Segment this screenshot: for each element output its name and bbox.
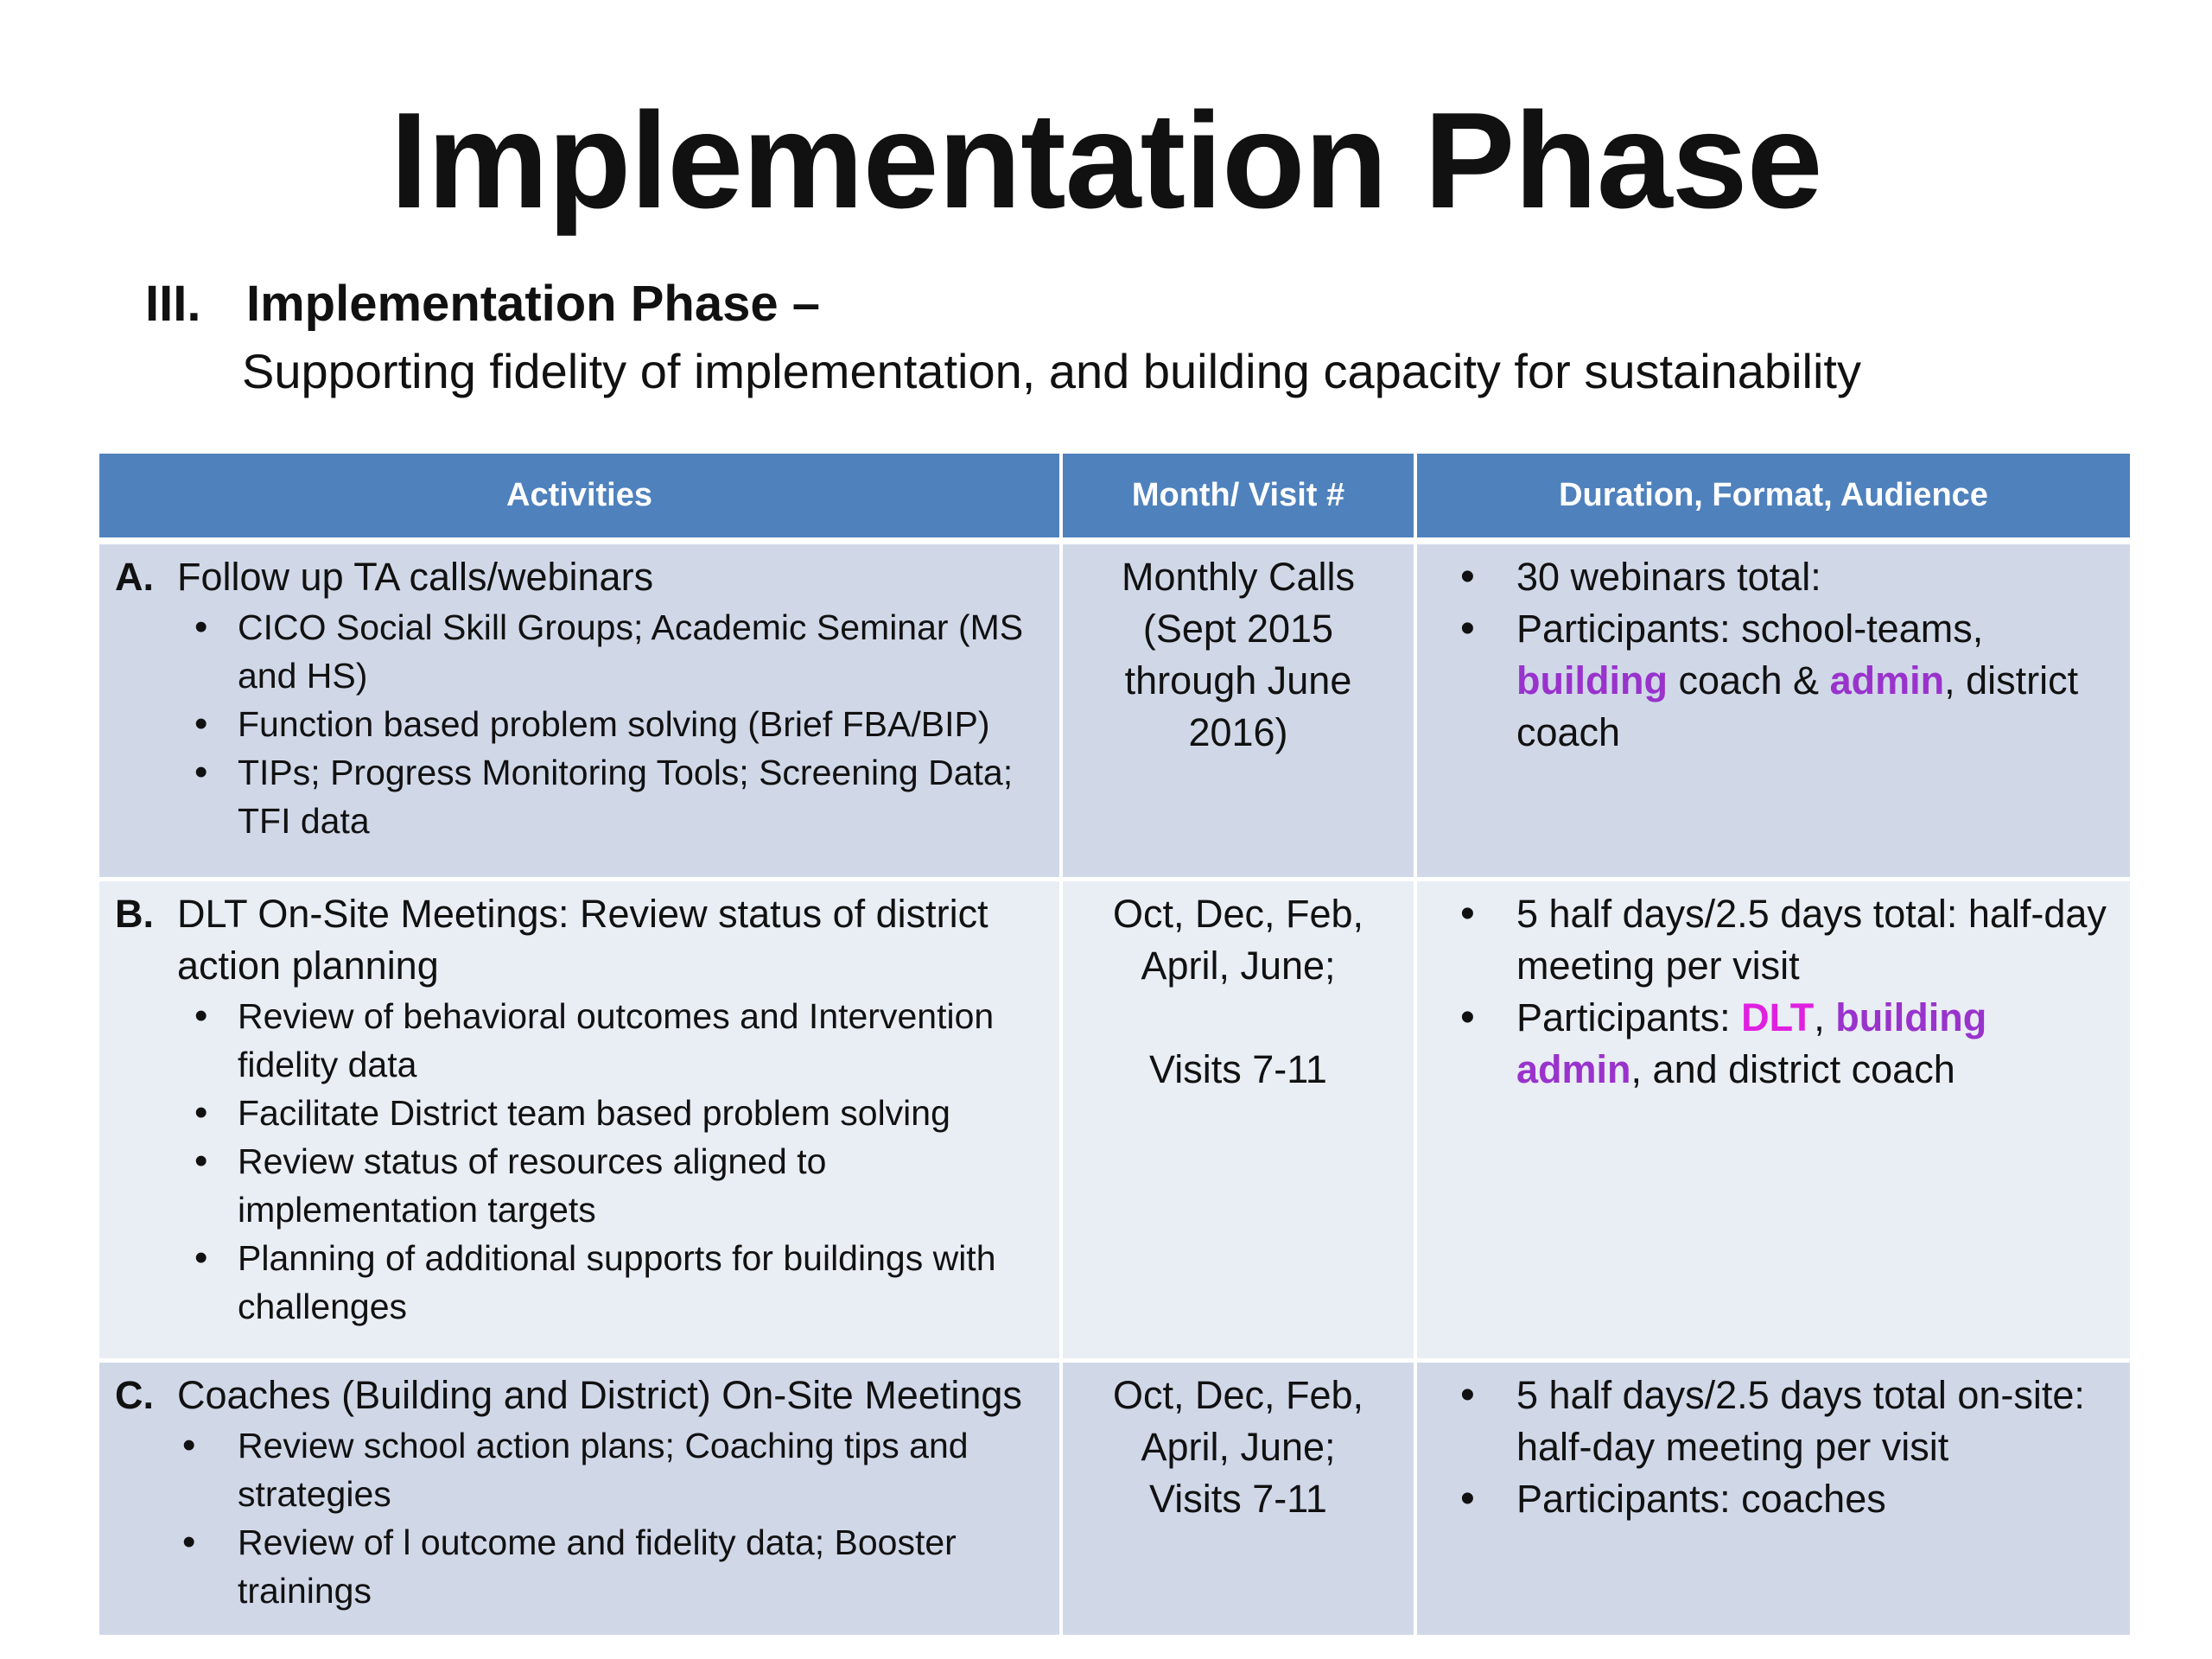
duration-bullets bbox=[1417, 888, 2118, 1096]
table-row bbox=[99, 544, 2130, 881]
month-line: Oct, Dec, Feb, bbox=[1112, 1373, 1364, 1417]
highlight-building-admin: building admin bbox=[1516, 995, 1987, 1091]
highlight-building: building bbox=[1516, 658, 1668, 702]
participants-text: Participants: bbox=[1516, 995, 1742, 1039]
activities-table bbox=[99, 454, 2130, 1639]
activity-letter: B. bbox=[115, 892, 154, 936]
header-activities: Activities bbox=[99, 454, 1063, 544]
activity-title: Follow up TA calls/webinars bbox=[177, 555, 654, 599]
section-numeral: III. bbox=[145, 276, 201, 332]
duration-bullets bbox=[1417, 551, 2118, 759]
month-cell bbox=[1063, 881, 1417, 1363]
list-item: • Review school action plans; Coaching tips and strategies bbox=[115, 1421, 1049, 1518]
activity-letter: C. bbox=[115, 1373, 154, 1417]
month-cell bbox=[1063, 1363, 1417, 1639]
activity-heading bbox=[115, 551, 1049, 603]
highlight-dlt: DLT bbox=[1741, 995, 1815, 1039]
participants-text: , district coach bbox=[1516, 658, 2079, 754]
activity-bullets bbox=[115, 603, 1049, 845]
activity-heading bbox=[115, 888, 1049, 940]
activity-heading bbox=[115, 1370, 1049, 1421]
list-item: • Planning of additional supports for buildings with challenges bbox=[115, 1234, 1049, 1331]
activity-cell bbox=[99, 881, 1063, 1363]
table-row bbox=[99, 1363, 2130, 1639]
list-item: • TIPs; Progress Monitoring Tools; Screening Data; TFI data bbox=[115, 748, 1049, 845]
month-line: April, June; bbox=[1141, 944, 1336, 988]
participants-text: coach & bbox=[1667, 658, 1830, 702]
list-item bbox=[1417, 603, 2118, 759]
month-line: 2016) bbox=[1188, 710, 1288, 754]
activity-letter: A. bbox=[115, 555, 154, 599]
participants-text: , and district coach bbox=[1630, 1047, 1955, 1091]
duration-cell bbox=[1417, 544, 2130, 881]
list-item bbox=[1417, 992, 2118, 1096]
month-line: Oct, Dec, Feb, bbox=[1112, 892, 1364, 936]
activity-title-continued: action planning bbox=[177, 944, 439, 988]
table-header-row bbox=[99, 454, 2130, 544]
list-item: • Review of behavioral outcomes and Intervention fidelity data bbox=[115, 992, 1049, 1089]
section-description: Supporting fidelity of implementation, and building capacity for sustainability bbox=[242, 344, 1861, 398]
participants-text: Participants: school-teams, bbox=[1516, 607, 1984, 651]
list-item: • Review status of resources aligned to implementation targets bbox=[115, 1137, 1049, 1234]
slide-title: Implementation Phase bbox=[390, 85, 1822, 237]
activity-title: Coaches (Building and District) On-Site Meetings bbox=[177, 1373, 1022, 1417]
participants-text: , bbox=[1814, 995, 1836, 1039]
activity-title: DLT On-Site Meetings: Review status of district bbox=[177, 892, 988, 936]
month-line: Monthly Calls bbox=[1121, 555, 1356, 599]
highlight-admin: admin bbox=[1829, 658, 1945, 702]
month-line: Visits 7-11 bbox=[1149, 1477, 1327, 1521]
duration-cell bbox=[1417, 1363, 2130, 1639]
list-item: • 30 webinars total: bbox=[1417, 551, 2118, 603]
header-duration: Duration, Format, Audience bbox=[1417, 454, 2130, 544]
section-heading bbox=[145, 275, 820, 333]
duration-bullets bbox=[1417, 1370, 2118, 1525]
activity-bullets bbox=[115, 992, 1049, 1331]
month-cell bbox=[1063, 544, 1417, 881]
list-item: • Facilitate District team based problem solving bbox=[115, 1089, 1049, 1137]
activity-cell bbox=[99, 544, 1063, 881]
activity-bullets bbox=[115, 1421, 1049, 1615]
list-item: • Review of l outcome and fidelity data; Booster trainings bbox=[115, 1518, 1049, 1615]
list-item: • CICO Social Skill Groups; Academic Seminar (MS and HS) bbox=[115, 603, 1049, 700]
month-line: (Sept 2015 bbox=[1142, 607, 1334, 651]
month-line: through June bbox=[1124, 658, 1352, 702]
month-line: April, June; bbox=[1141, 1425, 1336, 1469]
section-heading-text: Implementation Phase – bbox=[246, 276, 820, 332]
month-line: Visits 7-11 bbox=[1149, 1047, 1327, 1091]
list-item: • Function based problem solving (Brief FBA/BIP) bbox=[115, 700, 1049, 748]
list-item: • 5 half days/2.5 days total: half-day meeting per visit bbox=[1417, 888, 2118, 992]
list-item: • Participants: coaches bbox=[1417, 1473, 2118, 1525]
list-item: • 5 half days/2.5 days total on-site: half-day meeting per visit bbox=[1417, 1370, 2118, 1473]
duration-cell bbox=[1417, 881, 2130, 1363]
header-month-visit: Month/ Visit # bbox=[1063, 454, 1417, 544]
activity-cell bbox=[99, 1363, 1063, 1639]
table-row bbox=[99, 881, 2130, 1363]
